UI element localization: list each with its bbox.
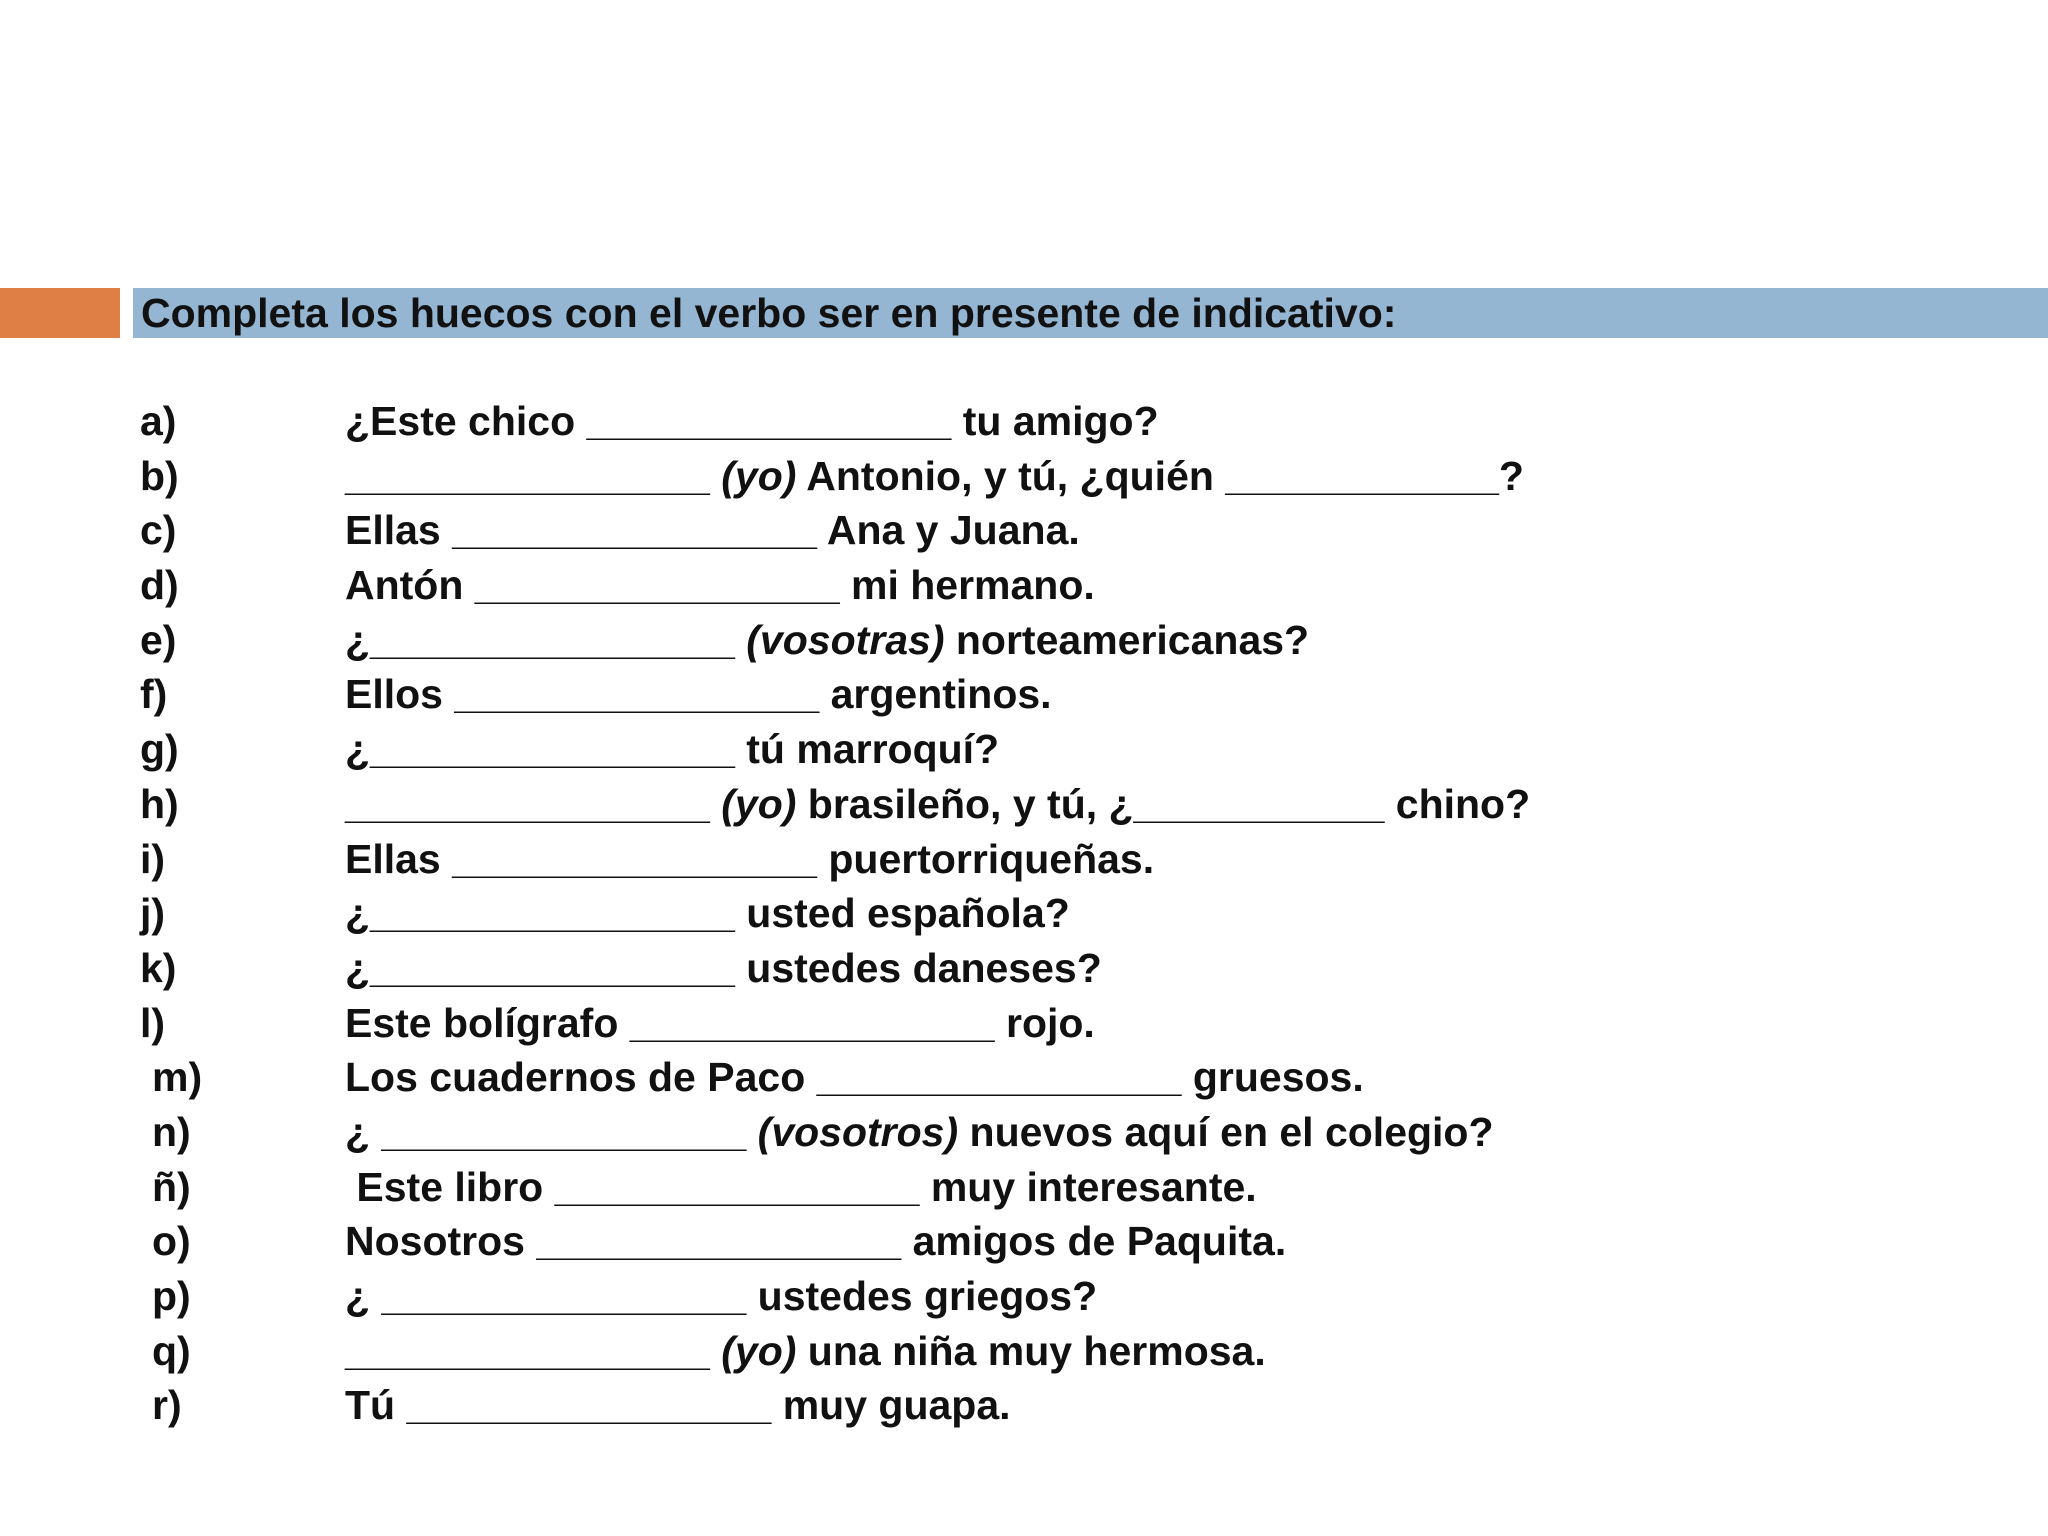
exercise-item [0,832,2048,887]
exercise-item [0,886,2048,941]
exercise-title: Completa los huecos con el verbo ser en presente de indicativo: [141,290,1397,336]
item-sentence [345,503,1080,558]
sentence-text: Tú ________________ muy guapa. [345,1382,1011,1429]
exercise-item [0,777,2048,832]
sentence-text: norteamericanas? [944,616,1310,663]
accent-block [0,288,120,338]
item-sentence [345,1050,1364,1105]
exercise-item [0,449,2048,504]
sentence-text: ¿________________ ustedes daneses? [345,944,1102,991]
sentence-text: Nosotros ________________ amigos de Paquita. [345,1218,1287,1265]
subject-hint: (yo) [721,1327,797,1374]
subject-hint: (vosotras) [746,616,945,663]
exercise-item [0,558,2048,613]
item-letter: q) [152,1327,191,1374]
sentence-text: ________________ [345,452,722,499]
exercise-item [0,722,2048,777]
sentence-text: Ellas ________________ Ana y Juana. [345,507,1080,554]
item-letter: a) [140,398,177,444]
item-letter: p) [152,1273,191,1319]
exercise-item [0,1269,2048,1324]
subject-hint: (yo) [721,780,797,827]
exercise-item [0,394,2048,449]
sentence-text: Ellas ________________ puertorriqueñas. [345,835,1155,882]
item-sentence [345,449,1524,504]
item-letter: g) [140,726,179,773]
item-letter: e) [140,616,177,663]
exercise-item [0,1324,2048,1379]
exercise-item [0,503,2048,558]
item-sentence [345,777,1530,832]
sentence-text: ¿________________ [345,616,747,663]
sentence-text: Los cuadernos de Paco ________________ gruesos. [345,1054,1364,1101]
sentence-text: ¿________________ tú marroquí? [345,726,1000,773]
item-letter: r) [152,1382,182,1429]
item-letter: c) [140,507,177,554]
item-letter: h) [140,780,179,827]
item-sentence [345,1378,1011,1433]
sentence-text: Este libro ________________ muy interesante. [345,1163,1257,1210]
exercise-item [0,1105,2048,1160]
exercise-item [0,996,2048,1051]
item-sentence [345,996,1095,1051]
sentence-text: Ellos ________________ argentinos. [345,671,1052,718]
sentence-text: ________________ [345,780,722,827]
item-sentence [345,558,1095,613]
exercise-item [0,613,2048,668]
sentence-text: brasileño, y tú, ¿___________ chino? [796,780,1531,827]
sentence-text: ¿________________ usted española? [345,890,1070,937]
item-sentence [345,667,1052,722]
exercise-item [0,941,2048,996]
item-sentence [345,941,1102,996]
item-letter: f) [140,671,168,718]
item-sentence [345,722,999,777]
item-sentence [345,1105,1494,1160]
item-sentence [345,1269,1097,1324]
item-sentence [345,1214,1286,1269]
item-letter: m) [152,1054,203,1101]
item-letter: i) [140,835,166,882]
exercise-list [0,394,2048,1433]
item-letter: o) [152,1218,191,1265]
subject-hint: (vosotros) [757,1108,959,1155]
item-sentence [345,613,1309,668]
item-letter: ñ) [152,1163,191,1210]
exercise-item [0,1050,2048,1105]
item-sentence [345,886,1070,941]
exercise-item [0,1160,2048,1215]
sentence-text: ________________ [345,1327,722,1374]
subject-hint: (yo) [721,452,797,499]
item-letter: j) [140,890,166,937]
item-letter: l) [140,999,166,1046]
sentence-text: ¿ ________________ ustedes griegos? [345,1273,1098,1319]
sentence-text: nuevos aquí en el colegio? [958,1108,1494,1155]
item-sentence [345,832,1154,887]
item-letter: k) [140,944,177,991]
item-sentence [345,1160,1257,1215]
exercise-item [0,667,2048,722]
sentence-text: Antonio, y tú, ¿quién ____________? [796,452,1524,499]
sentence-text: Antón ________________ mi hermano. [345,562,1095,609]
item-sentence [345,394,1159,449]
item-letter: d) [140,562,179,609]
sentence-text: una niña muy hermosa. [796,1327,1266,1374]
item-letter: n) [152,1108,191,1155]
item-sentence [345,1324,1266,1379]
item-letter: b) [140,452,179,499]
sentence-text: Este bolígrafo ________________ rojo. [345,999,1095,1046]
exercise-item [0,1214,2048,1269]
exercise-item [0,1378,2048,1433]
sentence-text: ¿Este chico ________________ tu amigo? [345,398,1159,444]
sentence-text: ¿ ________________ [345,1108,758,1155]
